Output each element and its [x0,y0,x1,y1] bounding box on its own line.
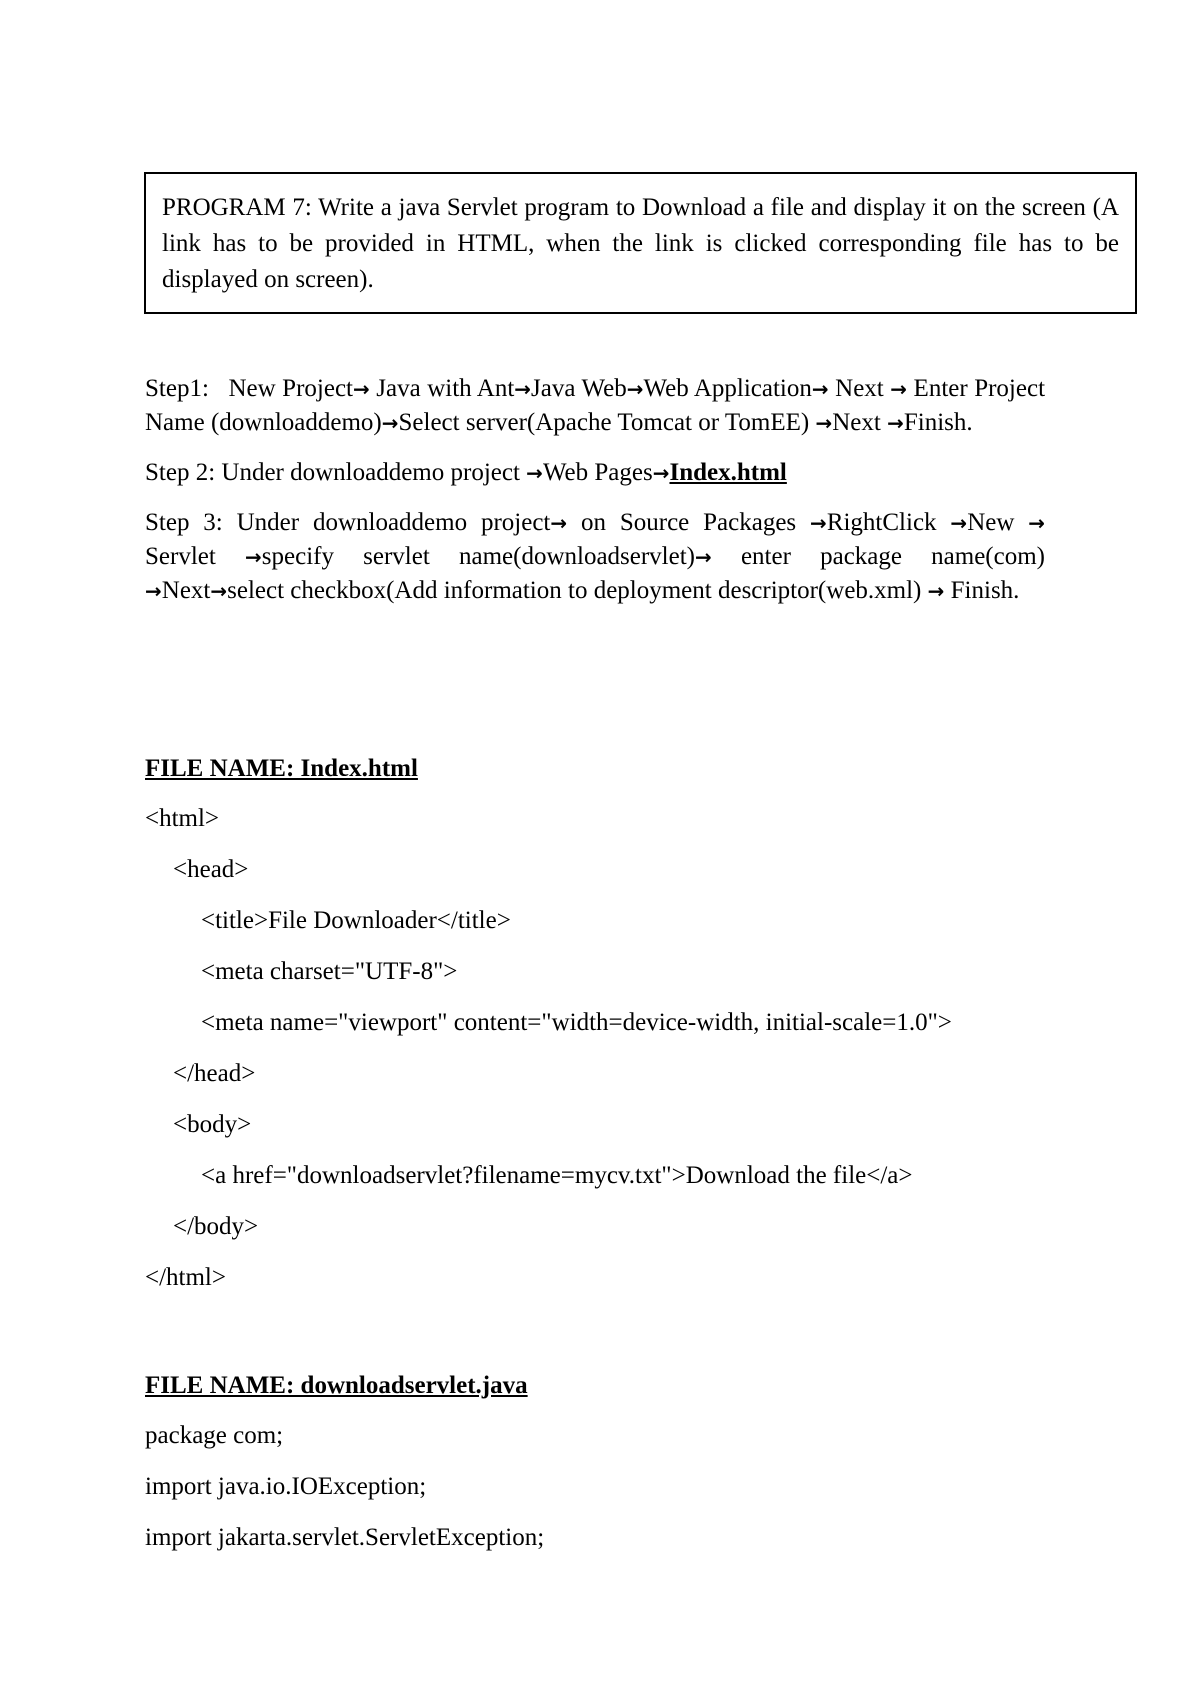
arrow-icon: → [890,377,908,401]
step3-part: Finish. [950,577,1020,604]
file2-section [145,1369,1145,1555]
step1-part: Next [835,375,884,402]
file2-heading: FILE NAME: downloadservlet.java [145,1372,528,1399]
code-line: </head> [173,1060,256,1087]
code-line: import java.io.IOException; [145,1473,427,1500]
step3-part: on Source Packages [581,509,797,536]
program-statement-box [144,172,1137,314]
step-1 [145,372,1045,440]
step1-part: New Project [228,375,353,402]
step3-part: enter package name(com) [740,543,1045,570]
arrow-icon: → [145,579,162,603]
code-line: <meta charset="UTF-8"> [201,958,458,985]
code-line: <a href="downloadservlet?filename=mycv.txt">Download the file</a> [201,1162,913,1189]
arrow-icon: → [526,461,543,485]
arrow-icon: → [245,545,262,569]
step1-part: Java with Ant [376,375,515,402]
code-line: package com; [145,1422,284,1449]
arrow-icon: → [626,377,644,401]
step1-part: Enter Project Name (downloaddemo) [145,375,1046,436]
arrow-icon: → [652,461,670,485]
steps-section [145,372,1045,624]
arrow-icon: → [695,545,712,569]
arrow-icon: → [514,377,532,401]
file1-section [145,752,1145,1295]
step2-middle: Web Pages [542,459,653,486]
step1-label: Step1: [145,375,209,402]
step1-part: Next [832,409,881,436]
arrow-icon: → [381,411,399,435]
step3-part: Servlet [145,543,216,570]
code-line: import jakarta.servlet.ServletException; [145,1524,545,1551]
arrow-icon: → [550,511,568,535]
step-3 [145,506,1045,608]
step1-part: Select server(Apache Tomcat or TomEE) [398,409,810,436]
step3-part: Next [161,577,211,604]
arrow-icon: → [950,511,968,535]
step3-part: specify servlet name(downloadservlet) [261,543,695,570]
arrow-icon: → [811,377,829,401]
code-line: <html> [145,805,220,832]
step2-prefix: Step 2: Under downloaddemo project [145,459,520,486]
code-line: </html> [145,1264,226,1291]
arrow-icon: → [210,579,228,603]
code-line: </body> [173,1213,259,1240]
arrow-icon: → [1028,511,1046,535]
code-line: <title>File Downloader</title> [201,907,511,934]
arrow-icon: → [815,411,833,435]
arrow-icon: → [927,579,945,603]
code-line: <body> [173,1111,252,1138]
step1-part: Finish. [903,409,973,436]
program-statement: PROGRAM 7: Write a java Servlet program to Download a file and display it on the screen (A link has to be provided in HTML, when the link is clicked corresponding file has to be displayed on screen). [162,194,1119,293]
step-2 [145,456,1045,490]
arrow-icon: → [352,377,370,401]
code-line: <head> [173,856,249,883]
step3-part: select checkbox(Add information to deployment descriptor(web.xml) [227,577,922,604]
arrow-icon: → [810,511,827,535]
step1-part: Java Web [531,375,627,402]
step3-prefix: Step 3: Under downloaddemo project [145,509,551,536]
file1-heading: FILE NAME: Index.html [145,755,418,782]
code-line: <meta name="viewport" content="width=device-width, initial-scale=1.0"> [201,1009,952,1036]
step1-part: Web Application [643,375,812,402]
step2-file-link: Index.html [669,459,787,486]
step3-part: New [967,509,1015,536]
step3-part: RightClick [826,509,937,536]
arrow-icon: → [887,411,904,435]
